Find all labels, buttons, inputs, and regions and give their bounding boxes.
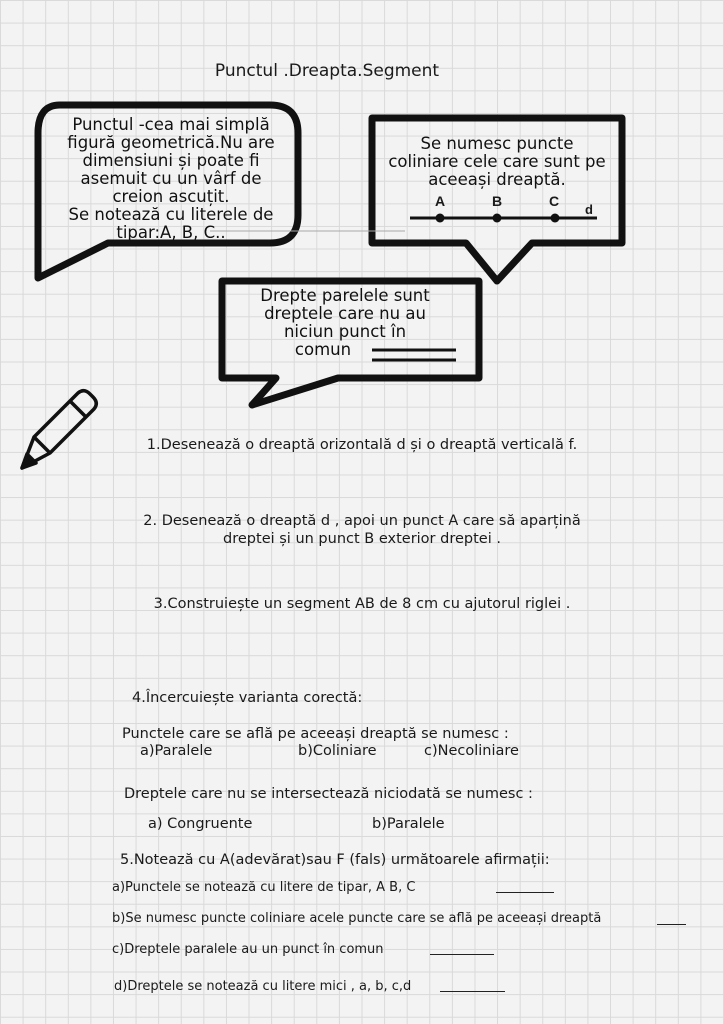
question-2-option-b[interactable]: b)Paralele (372, 816, 445, 832)
answer-blank-a[interactable] (496, 892, 554, 893)
bubble-parallel-line: Drepte parelele sunt (260, 286, 430, 305)
point-b (493, 214, 502, 223)
bubble-collinear-line: aceeași dreaptă. (428, 170, 566, 189)
statement-b: b)Se numesc puncte coliniare acele puncte care se află pe aceeași dreaptă (112, 911, 602, 926)
answer-blank-d[interactable] (440, 991, 505, 992)
point-label-c: C (549, 193, 560, 209)
bubble-collinear-line: coliniare cele care sunt pe (388, 152, 606, 171)
exercise-4: 4.Încercuiește varianta corectă: (132, 690, 363, 706)
exercise-1: 1.Desenează o dreaptă orizontală d și o dreaptă verticală f. (146, 437, 578, 453)
bubble-point-line: figură geometrică.Nu are (67, 133, 275, 152)
bubble-parallel-line: comun (294, 340, 352, 359)
exercise-2-line: dreptei și un punct B exterior dreptei . (223, 531, 501, 547)
exercise-2 (0, 512, 724, 548)
question-1-option-b[interactable]: b)Coliniare (298, 743, 377, 759)
point-label-b: B (492, 193, 503, 209)
bubble-parallel-line: niciun punct în (283, 322, 407, 341)
bubble-point-line: Se notează cu literele de (68, 205, 274, 224)
question-2-option-a[interactable]: a) Congruente (148, 816, 253, 832)
bubble-point-line: creion ascuțit. (112, 187, 230, 206)
page-title: Punctul .Dreapta.Segment (214, 61, 440, 81)
bubble-collinear-text (376, 135, 618, 189)
question-1-option-a[interactable]: a)Paralele (140, 743, 213, 759)
bubble-point-text (48, 116, 294, 242)
exercise-5: 5.Notează cu A(adevărat)sau F (fals) următoarele afirmații: (120, 852, 550, 868)
answer-blank-b[interactable] (657, 924, 686, 925)
bubble-parallel-text (228, 287, 462, 359)
exercise-3: 3.Construiește un segment AB de 8 cm cu ajutorul riglei . (153, 596, 571, 612)
bubble-point-line: Punctul -cea mai simplă (72, 115, 270, 134)
point-a (436, 214, 445, 223)
statement-c: c)Dreptele paralele au un punct în comun (112, 942, 384, 957)
statement-a: a)Punctele se notează cu litere de tipar, A B, C (112, 880, 416, 895)
statement-d: d)Dreptele se notează cu litere mici , a, b, c,d (114, 979, 412, 994)
exercise-2-line: 2. Desenează o dreaptă d , apoi un punct A care să aparțină (143, 513, 581, 529)
answer-blank-c[interactable] (430, 954, 494, 955)
line-label-d: d (585, 202, 593, 217)
point-label-a: A (435, 193, 446, 209)
bubble-parallel-line: dreptele care nu au (264, 304, 426, 323)
bubble-collinear-line: Se numesc puncte (420, 134, 574, 153)
point-c (551, 214, 560, 223)
pencil-icon (22, 391, 96, 468)
bubble-point-line: dimensiuni și poate fi (82, 151, 260, 170)
bubble-point-line: tipar:A, B, C.. (116, 223, 226, 242)
bubble-point-line: asemuit cu un vârf de (80, 169, 262, 188)
question-1-option-c[interactable]: c)Necoliniare (424, 743, 519, 759)
question-2: Dreptele care nu se intersectează niciodată se numesc : (124, 786, 533, 802)
question-1: Punctele care se află pe aceeași dreaptă se numesc : (122, 726, 509, 742)
